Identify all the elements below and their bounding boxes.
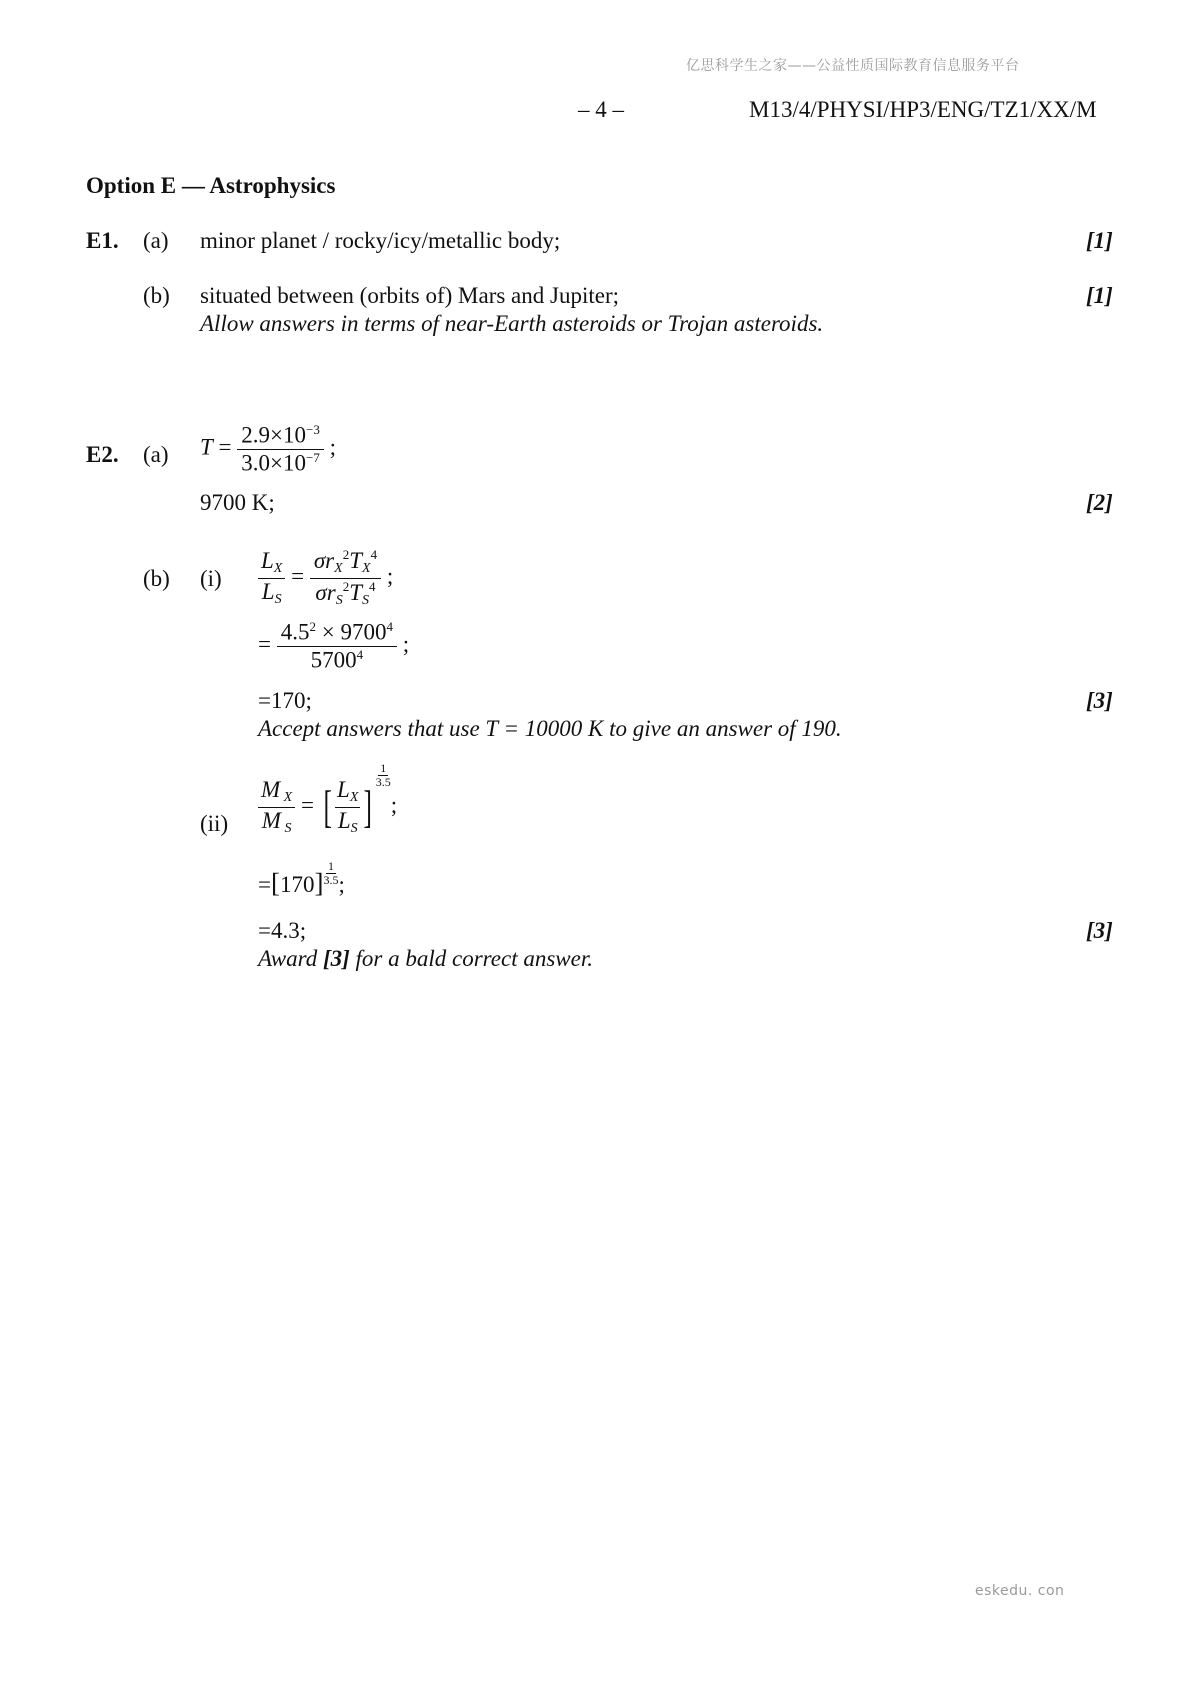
section-title: Option E — Astrophysics [86, 173, 336, 198]
question-e2-label: E2. [86, 442, 119, 467]
e1-a-mark: [1] [1086, 228, 1113, 253]
e1-b-note: Allow answers in terms of near-Earth asteroids or Trojan asteroids. [200, 311, 824, 336]
document-code: M13/4/PHYSI/HP3/ENG/TZ1/XX/M [749, 97, 1097, 122]
e2-b-ii-note: Award [3] for a bald correct answer. [258, 946, 593, 971]
e2-b-ii-mark: [3] [1086, 918, 1113, 943]
e2-b-i-result: =170; [258, 688, 312, 713]
e2-b-ii-formula-line1: $\frac{\text{M X}}{\text{M S}}$ = [ $\frac{LX}{LS}$ ] $\frac{1}{3.5}$ ; [258, 778, 397, 836]
e2-b-ii-label: (ii) [200, 811, 229, 836]
e1-b-mark: [1] [1086, 283, 1113, 308]
watermark-bottom: eskedu. con [975, 1583, 1065, 1599]
e2-b-i-note: Accept answers that use T = 10000 K to give an answer of 190. [258, 716, 842, 741]
e1-a-answer: minor planet / rocky/icy/metallic body; [200, 228, 561, 253]
e2-a-result: 9700 K; [200, 490, 275, 515]
e2-b-i-label: (i) [200, 566, 222, 591]
e2-b-i-formula-line2: = $\frac{4.5^2 \times 9700^4}{5700^4}$ ; [258, 619, 410, 673]
e2-b-i-formula-line1: $\frac{LX}{LS}$ = $\frac{\sigma rX^2TX^4}{\sigma rS^2TS^4}$ ; [258, 548, 393, 608]
question-e1-label: E1. [86, 228, 119, 253]
e2-b-label: (b) [143, 566, 170, 591]
e1-a-label: (a) [143, 228, 169, 253]
e2-a-mark: [2] [1086, 490, 1113, 515]
e2-b-i-mark: [3] [1086, 688, 1113, 713]
e2-a-formula: T = $\frac{2.9\times 10^{-3}}{3.0\times 10^{-7}}$ ; [200, 422, 336, 476]
e1-b-answer: situated between (orbits of) Mars and Jupiter; [200, 283, 619, 308]
e2-a-fraction: $\frac{2.9\times 10^{-3}}{3.0\times 10^{-7}}$ [237, 423, 324, 476]
e2-a-label: (a) [143, 442, 169, 467]
e2-b-ii-result: =4.3; [258, 918, 307, 943]
page-number: – 4 – [578, 97, 624, 122]
e2-a-lhs: T [200, 434, 213, 460]
e1-b-label: (b) [143, 283, 170, 308]
e2-b-ii-formula-line2: =[170] $\frac{1}{3.5}$ ; [258, 859, 345, 898]
watermark-top: 亿思科学生之家——公益性质国际教育信息服务平台 [686, 58, 1020, 74]
